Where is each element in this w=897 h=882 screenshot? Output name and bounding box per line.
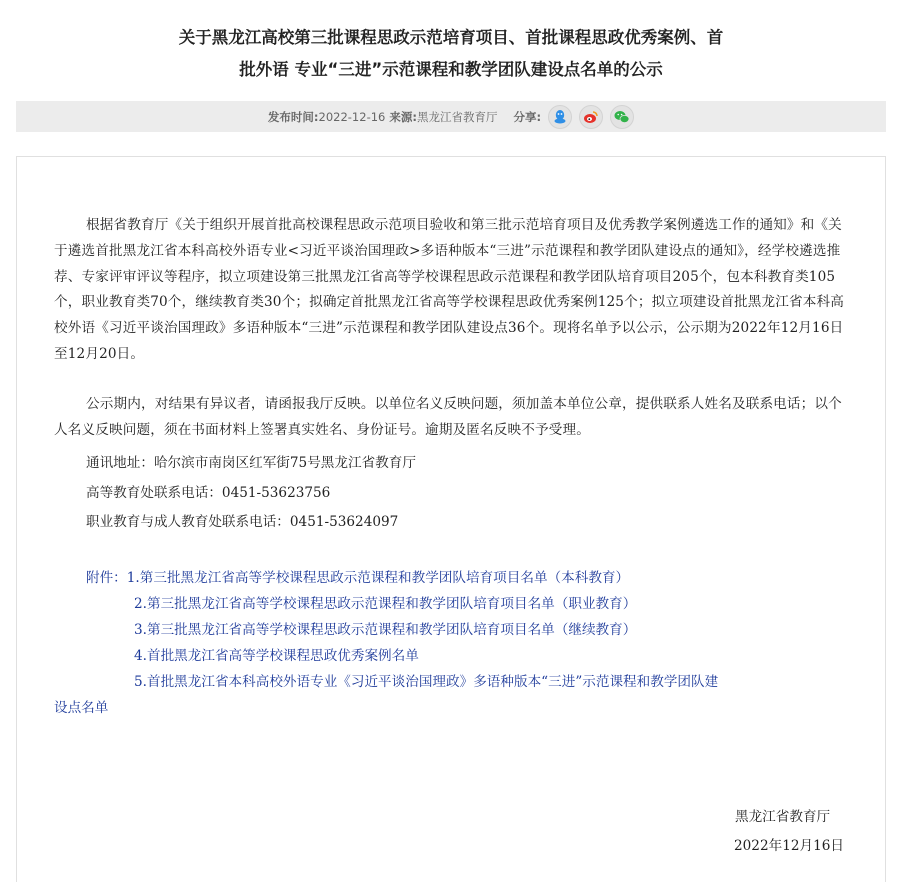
paragraph-1-text: 根据省教育厅《关于组织开展首批高校课程思政示范项目验收和第三批示范培育项目及优秀教学案例遴选工作的通知》和《关于遴选首批黑龙江省本科高校外语专业<习近平谈治国理政>多语种版本“三进”示范课程和教学团队建设点的通知》，经学校遴选推荐、专家评审评议等程序，拟立项建设第三批黑龙江省高等学校课程思政示范课程和教学团队培育项目205个，包本科教育类105个，职业教育类70个，继续教育类30个；拟确定首批黑龙江省高等学校课程思政优秀案例125个；拟立项建设首批黑龙江省本科高校外语《习近平谈治国理政》多语种版本“三进”示范课程和教学团队建设点36个。现将名单予以公示，公示期为2022年12月16日至12月20日。 [54, 217, 845, 362]
attachment-link-3[interactable]: 3.第三批黑龙江省高等学校课程思政示范课程和教学团队培育项目名单（继续教育） [134, 622, 637, 638]
publish-time-value: 2022-12-16 [318, 109, 386, 124]
wechat-icon[interactable] [610, 105, 634, 129]
contact-phone-higher-education: 高等教育处联系电话：0451-53623756 [86, 485, 331, 501]
source-value: 黑龙江省教育厅 [416, 109, 498, 124]
body-paragraph-2 [54, 392, 844, 444]
attachment-link-4[interactable]: 4.首批黑龙江省高等学校课程思政优秀案例名单 [134, 648, 419, 664]
title-line-1: 关于黑龙江高校第三批课程思政示范培育项目、首批课程思政优秀案例、首 [178, 28, 724, 47]
attachments-first-line [86, 566, 629, 586]
contact-phone-vocational-education: 职业教育与成人教育处联系电话：0451-53624097 [86, 514, 399, 530]
body-paragraph-1 [54, 213, 844, 368]
article-title [16, 22, 886, 86]
share-label: 分享: [513, 109, 542, 124]
source-label: 来源: [389, 109, 417, 124]
qq-icon[interactable] [548, 105, 572, 129]
meta-bar [16, 101, 886, 132]
attachment-link-5-continued[interactable]: 设点名单 [54, 700, 109, 716]
contact-address: 通讯地址：哈尔滨市南岗区红军街75号黑龙江省教育厅 [86, 455, 416, 471]
signature-organization: 黑龙江省教育厅 [735, 809, 831, 825]
attachments-label: 附件： [86, 570, 127, 586]
attachment-link-5[interactable]: 5.首批黑龙江省本科高校外语专业《习近平谈治国理政》多语种版本“三进”示范课程和教学团队建 [134, 674, 719, 690]
attachment-link-1[interactable]: 1.第三批黑龙江省高等学校课程思政示范课程和教学团队培育项目名单（本科教育） [126, 570, 630, 586]
publish-time-label: 发布时间: [267, 109, 319, 124]
attachment-link-2[interactable]: 2.第三批黑龙江省高等学校课程思政示范课程和教学团队培育项目名单（职业教育） [134, 596, 637, 612]
paragraph-2-text: 公示期内，对结果有异议者，请函报我厅反映。以单位名义反映问题，须加盖本单位公章，提供联系人姓名及联系电话；以个人名义反映问题，须在书面材料上签署真实姓名、身份证号。逾期及匿名反映不予受理。 [54, 396, 842, 438]
title-line-2: 批外语 专业“三进”示范课程和教学团队建设点名单的公示 [239, 60, 663, 79]
weibo-icon[interactable] [579, 105, 603, 129]
signature-date: 2022年12月16日 [734, 838, 844, 854]
